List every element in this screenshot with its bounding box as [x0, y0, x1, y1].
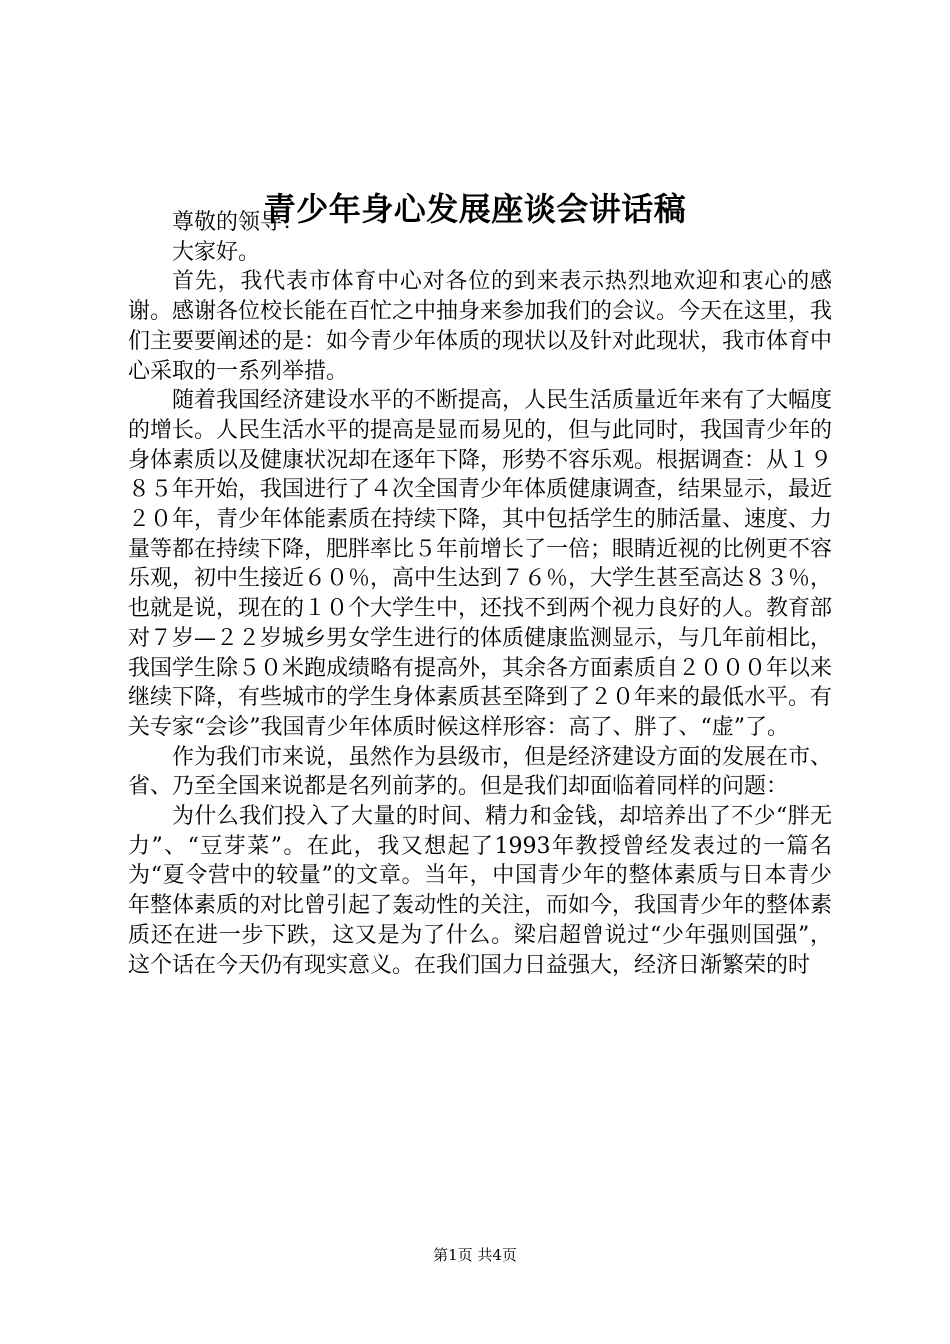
- paragraph-opening: 首先，我代表市体育中心对各位的到来表示热烈地欢迎和衷心的感谢。感谢各位校长能在百忙之中抽身来参加我们的会议。今天在这里，我们主要要阐述的是：如今青少年体质的现状以及针对此现状，我市体育中心采取的一系列举措。: [128, 269, 833, 384]
- page-indicator: 第1页 共4页: [433, 1246, 517, 1264]
- paragraph-question: 为什么我们投入了大量的时间、精力和金钱，却培养出了不少“胖无力”、“豆芽菜”。在此，我又想起了1993年教授曾经发表过的一篇名为“夏令营中的较量”的文章。当年，中国青少年的整体素质与日本青少年整体素质的对比曾引起了轰动性的关注，而如今，我国青少年的整体素质还在进一步下跌，这又是为了什么。梁启超曾说过“少年强则国强”，这个话在今天仍有现实意义。在我们国力日益强大，经济日渐繁荣的时: [128, 804, 833, 978]
- paragraph-local-situation: 作为我们市来说，虽然作为县级市，但是经济建设方面的发展在市、省、乃至全国来说都是名列前茅的。但是我们却面临着同样的问题：: [128, 744, 833, 800]
- paragraph-salutation: 尊敬的领导：: [172, 210, 305, 235]
- document-title: 青少年身心发展座谈会讲话稿: [263, 190, 687, 228]
- document-body: [128, 208, 832, 980]
- page-footer: [0, 1245, 950, 1265]
- paragraph-greeting: 大家好。: [172, 239, 261, 265]
- paragraph-survey-findings: 随着我国经济建设水平的不断提高，人民生活质量近年来有了大幅度的增长。人民生活水平的提高是显而易见的，但与此同时，我国青少年的身体素质以及健康状况却在逐年下降，形势不容乐观。根据调查：从１９８５年开始，我国进行了４次全国青少年体质健康调查，结果显示，最近２０年，青少年体能素质在持续下降，其中包括学生的肺活量、速度、力量等都在持续下降，肥胖率比５年前增长了一倍；眼睛近视的比例更不容乐观，初中生接近６０％，高中生达到７６％，大学生甚至高达８３％，也就是说，现在的１０个大学生中，还找不到两个视力良好的人。教育部对７岁—２２岁城乡男女学生进行的体质健康监测显示，与几年前相比，我国学生除５０米跑成绩略有提高外，其余各方面素质自２０００年以来继续下降，有些城市的学生身体素质甚至降到了２０年来的最低水平。有关专家“会诊”我国青少年体质时候这样形容：高了、胖了、“虚”了。: [128, 388, 833, 740]
